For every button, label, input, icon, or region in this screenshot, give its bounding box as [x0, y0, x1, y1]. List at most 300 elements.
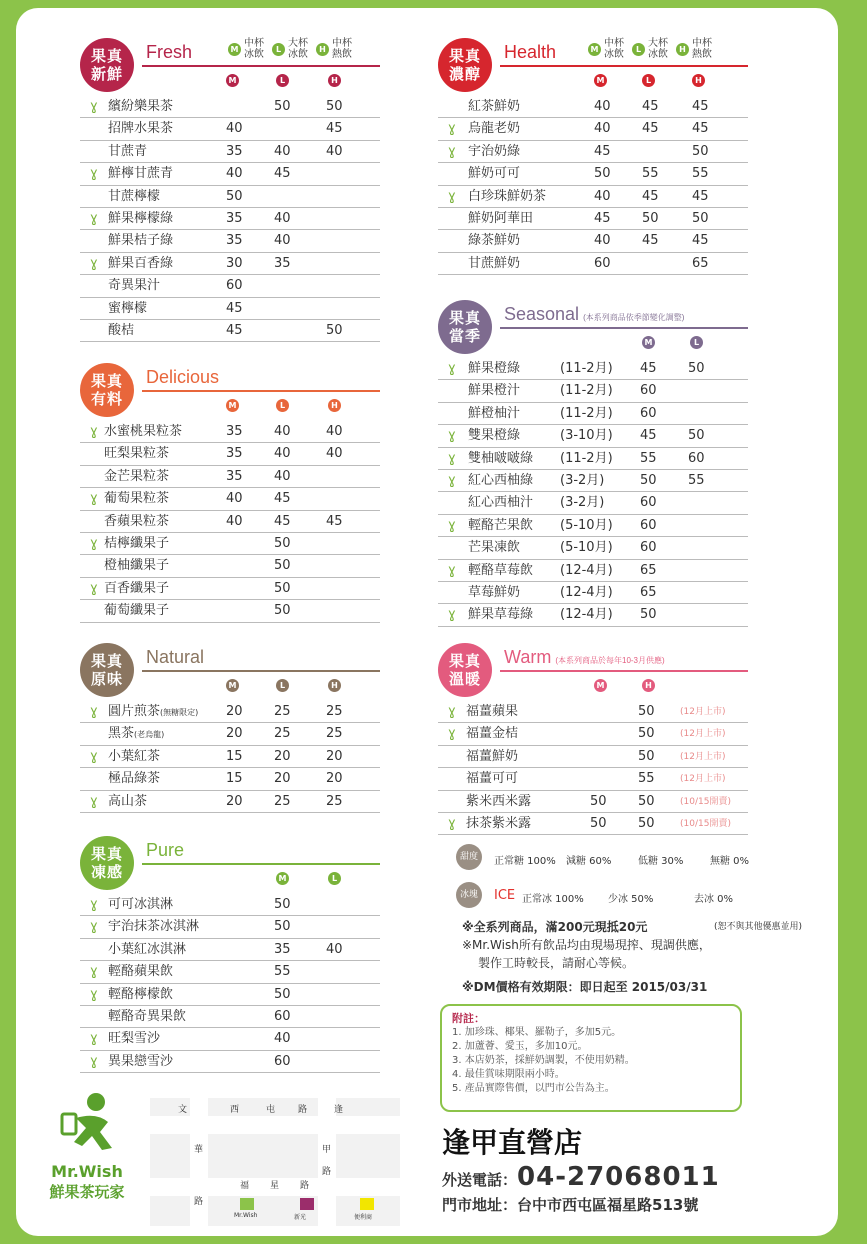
store-map — [150, 1098, 400, 1226]
leaf-icon: ɣ — [448, 726, 456, 742]
item-name — [108, 1028, 160, 1050]
ice-option: 少冰 50% — [608, 894, 654, 905]
item-name-text: 高山茶 — [108, 793, 148, 809]
fresh-section — [80, 38, 380, 342]
map-road-label: 路 — [298, 1105, 308, 1115]
price-m: 40 — [594, 233, 611, 249]
item-name-text: 鮮奶可可 — [468, 166, 521, 182]
price-m: 60 — [226, 278, 243, 294]
delicious-list — [80, 421, 380, 623]
item-name — [466, 723, 518, 745]
size-m-icon: M — [228, 43, 241, 56]
fresh-size-legend — [228, 38, 352, 60]
price-h: 45 — [326, 513, 343, 529]
legend-l — [272, 38, 308, 60]
item-name — [468, 380, 520, 402]
item-name — [108, 163, 173, 185]
menu-row — [438, 560, 748, 582]
leaf-icon: ɣ — [448, 361, 456, 376]
leaf-icon: ɣ — [90, 704, 98, 719]
delicious-title — [146, 367, 219, 388]
price-l: 40 — [274, 424, 291, 439]
seasonal-title-text: Seasonal — [504, 304, 580, 324]
delicious-underline — [142, 390, 380, 392]
item-name-text: 甘蔗鮮奶 — [468, 255, 521, 271]
price-m: 40 — [274, 1031, 291, 1047]
item-name — [468, 186, 546, 208]
leaf-icon: ɣ — [90, 99, 98, 114]
item-name — [468, 515, 533, 537]
menu-row — [80, 961, 380, 983]
warm-size-header — [438, 679, 748, 693]
delicious-title-text: Delicious — [146, 367, 220, 387]
item-name-text: 小葉紅冰淇淋 — [108, 941, 187, 957]
address-text: 台中市西屯區福星路513號 — [517, 1196, 699, 1214]
price-m: 50 — [594, 166, 611, 182]
menu-row — [80, 320, 380, 342]
menu-row — [80, 939, 380, 961]
size-h-icon: H — [692, 74, 705, 87]
price-m: 40 — [226, 166, 243, 182]
price-m: 60 — [640, 540, 657, 556]
leaf-icon: ɣ — [448, 607, 456, 623]
price-h: 45 — [692, 188, 709, 204]
phone-number[interactable]: 04-27068011 — [517, 1162, 720, 1192]
legend-l-label: 大杯 冰飲 — [648, 38, 668, 60]
menu-row — [438, 141, 748, 163]
item-name — [104, 600, 169, 622]
menu-row — [80, 600, 380, 622]
menu-row — [80, 118, 380, 140]
price-l: 50 — [642, 210, 659, 226]
menu-row — [438, 723, 748, 745]
item-name-text: 可可冰淇淋 — [108, 897, 174, 912]
warm-underline — [500, 670, 748, 672]
price-h: 45 — [692, 121, 709, 137]
item-name — [468, 403, 520, 425]
price-h: 50 — [638, 793, 655, 809]
price-l: 40 — [274, 446, 291, 462]
item-season: (11-2月) — [560, 405, 613, 421]
store-info — [442, 1126, 802, 1215]
item-name-text: 蜜檸檬 — [108, 300, 148, 316]
item-name — [108, 298, 147, 320]
price-m: 45 — [226, 300, 243, 316]
size-m-icon: M — [594, 74, 607, 87]
menu-row — [80, 1028, 380, 1050]
delicious-badge: 果真 有料 — [80, 363, 134, 417]
price-l: 45 — [274, 491, 291, 507]
legend-h — [676, 38, 712, 60]
price-l: 20 — [274, 748, 291, 764]
price-l: 45 — [642, 121, 659, 137]
price-h: 50 — [638, 748, 655, 764]
map-road-label: 路 — [322, 1167, 332, 1177]
price-l: 40 — [274, 468, 291, 484]
price-l: 50 — [274, 558, 291, 574]
fresh-size-header — [80, 74, 380, 88]
addon-line: 1. 加珍珠、椰果、羅勒子，多加5元。 — [452, 1027, 622, 1038]
item-name-text: 輕酪檸檬飲 — [108, 986, 174, 1002]
legend-m-label: 中杯 冰飲 — [604, 38, 624, 60]
item-season: (12-4月) — [560, 584, 613, 600]
item-name-text: 鮮果橙汁 — [468, 383, 521, 399]
price-l: 60 — [688, 450, 705, 466]
price-m: 60 — [640, 495, 657, 511]
pure-list — [80, 894, 380, 1073]
size-m-icon: M — [226, 679, 239, 692]
price-m: 35 — [226, 233, 243, 249]
menu-row — [438, 163, 748, 185]
promo-note: 製作工時較長，請耐心等候。 — [478, 956, 635, 970]
price-h: 45 — [692, 233, 709, 249]
menu-row — [438, 380, 748, 402]
item-name-text: 輕酪芒果飲 — [468, 517, 534, 533]
promo-note: ※Mr.Wish所有飲品均由現場現搾、現調供應， — [462, 938, 711, 952]
price-m: 50 — [274, 986, 291, 1002]
leaf-icon: ɣ — [448, 815, 456, 831]
map-shop-label: 新光 — [294, 1214, 307, 1221]
price-l: 50 — [688, 361, 705, 376]
item-name-text: 福薑蘋果 — [466, 704, 519, 719]
menu-row — [80, 163, 380, 185]
item-name — [108, 791, 147, 813]
price-h: 50 — [692, 143, 709, 159]
item-name — [108, 768, 160, 790]
map-road — [318, 1098, 336, 1226]
item-name — [468, 253, 520, 275]
menu-row — [80, 1051, 380, 1073]
price-h: 50 — [638, 726, 655, 742]
seasonal-section — [438, 300, 748, 627]
item-season: (3-2月) — [560, 495, 605, 511]
size-l-icon: L — [276, 399, 289, 412]
fresh-title-text: Fresh — [146, 42, 193, 62]
price-l: 25 — [274, 704, 291, 719]
item-name-text: 極品綠茶 — [108, 771, 161, 787]
pure-title — [146, 840, 184, 861]
item-name-text: 旺梨雪沙 — [108, 1031, 161, 1047]
item-name — [468, 470, 533, 492]
size-h-icon: H — [676, 43, 689, 56]
warm-note: (本系列商品於每年10-3月供應) — [555, 656, 665, 665]
item-name-text: 鮮果草莓綠 — [468, 607, 534, 623]
leaf-icon: ɣ — [90, 580, 98, 596]
price-h: 55 — [638, 771, 655, 787]
fresh-underline — [142, 65, 380, 67]
price-l: 50 — [274, 603, 291, 619]
pure-header — [80, 836, 380, 894]
item-name-text: 甘蔗青 — [108, 143, 148, 159]
price-l: 45 — [274, 513, 291, 529]
price-m: 35 — [226, 424, 243, 439]
menu-row — [438, 492, 748, 514]
legend-m — [228, 38, 264, 60]
store-name: 逢甲直營店 — [442, 1126, 583, 1159]
map-road-label: 路 — [194, 1197, 204, 1207]
map-road-label: 逢 — [334, 1105, 344, 1115]
leaf-icon: ɣ — [90, 748, 98, 764]
address-label: 門市地址： — [442, 1196, 518, 1214]
item-name-text: 葡萄果粒茶 — [104, 491, 170, 507]
map-shop-label: Mr.Wish — [234, 1212, 258, 1219]
ice-badge: 冰塊 — [456, 882, 482, 908]
delicious-section — [80, 363, 380, 623]
leaf-icon: ɣ — [90, 255, 98, 271]
runner-logo-icon — [56, 1088, 142, 1162]
item-name-text: 福薑鮮奶 — [466, 748, 519, 764]
item-name — [468, 358, 520, 380]
map-road-label: 西 — [230, 1105, 240, 1115]
price-h: 40 — [326, 446, 343, 462]
item-name-text: 異果戀雪沙 — [108, 1053, 174, 1069]
size-m-icon: M — [642, 336, 655, 349]
warm-section — [438, 643, 748, 835]
item-name-text: 宇治抹茶冰淇淋 — [108, 919, 200, 935]
brand-logo — [32, 1088, 142, 1208]
price-m: 65 — [640, 584, 657, 600]
price-m: 35 — [226, 210, 243, 226]
map-road-label: 屯 — [266, 1105, 276, 1115]
price-m: 20 — [226, 793, 243, 809]
leaf-icon: ɣ — [448, 450, 456, 466]
promo-note: ※全系列商品，滿200元現抵20元 — [462, 920, 648, 934]
item-name-text: 福薑可可 — [466, 771, 519, 787]
price-l: 50 — [274, 99, 291, 114]
item-name-text: 奇異果汁 — [108, 278, 161, 294]
menu-row — [438, 604, 748, 626]
legend-h-label: 中杯 熱飲 — [692, 38, 712, 60]
price-h: 40 — [326, 424, 343, 439]
pure-title-text: Pure — [146, 840, 185, 860]
price-m: 60 — [594, 255, 611, 271]
phone-line — [442, 1162, 802, 1192]
item-name — [104, 555, 169, 577]
address-line — [442, 1194, 802, 1215]
legend-l-label: 大杯 冰飲 — [288, 38, 308, 60]
item-name — [468, 492, 533, 514]
item-name-text: 紅心西柚綠 — [468, 472, 534, 488]
natural-header — [80, 643, 380, 701]
item-name — [468, 208, 533, 230]
addon-line: 5. 產品實際售價，以門市公告為主。 — [452, 1083, 615, 1094]
price-h: 55 — [692, 166, 709, 182]
price-l: 40 — [274, 143, 291, 159]
warm-header — [438, 643, 748, 701]
menu-row — [80, 186, 380, 208]
price-m: 20 — [226, 704, 243, 719]
legend-m — [588, 38, 624, 60]
menu-row — [438, 537, 748, 559]
menu-row — [438, 813, 748, 835]
item-name — [104, 578, 169, 600]
leaf-icon: ɣ — [448, 472, 456, 488]
item-name — [108, 939, 186, 961]
item-name — [108, 118, 173, 140]
promo-notes — [462, 918, 802, 996]
item-name-text: 招牌水果茶 — [108, 121, 174, 137]
price-m: 15 — [226, 748, 243, 764]
map-shop-label: 便利商 — [354, 1214, 373, 1221]
item-name — [108, 96, 173, 118]
map-shop-marker — [300, 1198, 314, 1210]
price-m: 50 — [274, 897, 291, 912]
item-availability: (12月上市) — [680, 729, 726, 740]
warm-title — [504, 647, 665, 668]
item-name — [108, 230, 173, 252]
item-name — [468, 425, 520, 447]
price-h: 40 — [326, 143, 343, 159]
size-h-icon: H — [328, 679, 341, 692]
leaf-icon: ɣ — [90, 210, 98, 226]
menu-row — [438, 118, 748, 140]
item-name-text: 繽紛樂果茶 — [108, 99, 174, 114]
menu-row — [438, 746, 748, 768]
leaf-icon: ɣ — [448, 188, 456, 204]
menu-row — [438, 515, 748, 537]
warm-badge: 果真 溫暖 — [438, 643, 492, 697]
price-m: 50 — [590, 815, 607, 831]
health-underline — [500, 65, 748, 67]
price-m: 50 — [640, 607, 657, 623]
price-h: 25 — [326, 726, 343, 742]
leaf-icon: ɣ — [448, 428, 456, 444]
menu-row — [80, 701, 380, 723]
menu-row — [80, 96, 380, 118]
item-name — [468, 96, 520, 118]
item-name — [108, 1006, 186, 1028]
menu-row — [80, 253, 380, 275]
menu-row — [438, 230, 748, 252]
price-h: 45 — [692, 99, 709, 114]
delicious-size-header — [80, 399, 380, 413]
item-name — [468, 141, 520, 163]
addon-line: 2. 加蘆薈、愛玉，多加10元。 — [452, 1041, 588, 1052]
price-m: 35 — [226, 446, 243, 462]
health-list — [438, 96, 748, 275]
map-shop-marker — [360, 1198, 374, 1210]
item-name-text: 雙果橙綠 — [468, 428, 521, 444]
item-name-text: 烏龍老奶 — [468, 121, 521, 137]
item-name — [108, 746, 160, 768]
item-name-text: 百香纖果子 — [104, 580, 170, 596]
item-name-text: 橙柚纖果子 — [104, 558, 170, 574]
item-name — [108, 894, 173, 916]
delicious-header — [80, 363, 380, 421]
price-m: 40 — [226, 121, 243, 137]
item-name — [108, 186, 160, 208]
price-l: 50 — [274, 535, 291, 551]
leaf-icon: ɣ — [90, 535, 98, 551]
size-m-icon: M — [226, 399, 239, 412]
leaf-icon: ɣ — [90, 491, 98, 507]
price-h: 20 — [326, 771, 343, 787]
item-name-text: 鮮橙柚汁 — [468, 405, 521, 421]
seasonal-header — [438, 300, 748, 358]
health-header — [438, 38, 748, 96]
price-l: 40 — [274, 233, 291, 249]
map-road-label: 福 — [240, 1181, 250, 1191]
item-name-text: 鮮果橙綠 — [468, 361, 521, 376]
health-title — [504, 42, 556, 63]
item-season: (3-10月) — [560, 428, 613, 444]
menu-row — [80, 421, 380, 443]
menu-row — [438, 701, 748, 723]
price-l: 50 — [274, 580, 291, 596]
item-name — [466, 791, 531, 813]
price-h: 45 — [326, 121, 343, 137]
size-l-icon: L — [690, 336, 703, 349]
brand-name: Mr.Wish — [51, 1162, 123, 1181]
price-h: 65 — [692, 255, 709, 271]
size-l-icon: L — [642, 74, 655, 87]
seasonal-note: (本系列商品依季節變化調整) — [583, 313, 685, 322]
item-name-text: 草莓鮮奶 — [468, 584, 521, 600]
menu-row — [80, 578, 380, 600]
price-m: 55 — [274, 964, 291, 980]
map-road-label: 文 — [178, 1105, 188, 1115]
sweetness-option: 低糖 30% — [638, 856, 684, 867]
size-l-icon: L — [272, 43, 285, 56]
menu-row — [80, 443, 380, 465]
natural-underline — [142, 670, 380, 672]
natural-list — [80, 701, 380, 813]
menu-row — [438, 582, 748, 604]
natural-title — [146, 647, 204, 668]
map-road-label: 華 — [194, 1145, 204, 1155]
menu-row — [80, 275, 380, 297]
item-name-text: 黑茶 — [108, 726, 135, 742]
legend-h — [316, 38, 352, 60]
pure-badge: 果真 凍感 — [80, 836, 134, 890]
price-m: 45 — [640, 361, 657, 376]
item-name-text: 鮮果百香綠 — [108, 255, 174, 271]
price-m: 30 — [226, 255, 243, 271]
price-m: 45 — [640, 428, 657, 444]
price-h: 20 — [326, 748, 343, 764]
natural-badge: 果真 原味 — [80, 643, 134, 697]
item-name — [104, 488, 169, 510]
price-l: 50 — [688, 428, 705, 444]
seasonal-underline — [500, 327, 748, 329]
item-name — [108, 984, 173, 1006]
size-l-icon: L — [632, 43, 645, 56]
menu-row — [80, 208, 380, 230]
item-name — [108, 916, 199, 938]
item-name — [468, 604, 533, 626]
leaf-icon: ɣ — [90, 919, 98, 935]
fresh-title — [146, 42, 192, 63]
price-l: 45 — [642, 188, 659, 204]
price-m: 35 — [226, 143, 243, 159]
price-h: 50 — [692, 210, 709, 226]
item-name-text: 鮮奶阿華田 — [468, 210, 534, 226]
item-name-text: 紫米西米露 — [466, 793, 532, 809]
health-size-legend — [588, 38, 712, 60]
menu-row — [80, 466, 380, 488]
legend-l — [632, 38, 668, 60]
ice-option: 去冰 0% — [694, 894, 734, 905]
item-season: (5-10月) — [560, 540, 613, 556]
price-m: 60 — [274, 1008, 291, 1024]
brand-tagline: 鮮果茶玩家 — [49, 1183, 125, 1201]
leaf-icon: ɣ — [90, 424, 98, 439]
menu-row — [80, 768, 380, 790]
item-name-text: 鮮果檸檬綠 — [108, 210, 174, 226]
leaf-icon: ɣ — [448, 562, 456, 578]
natural-section — [80, 643, 380, 813]
pure-size-header — [80, 872, 380, 886]
